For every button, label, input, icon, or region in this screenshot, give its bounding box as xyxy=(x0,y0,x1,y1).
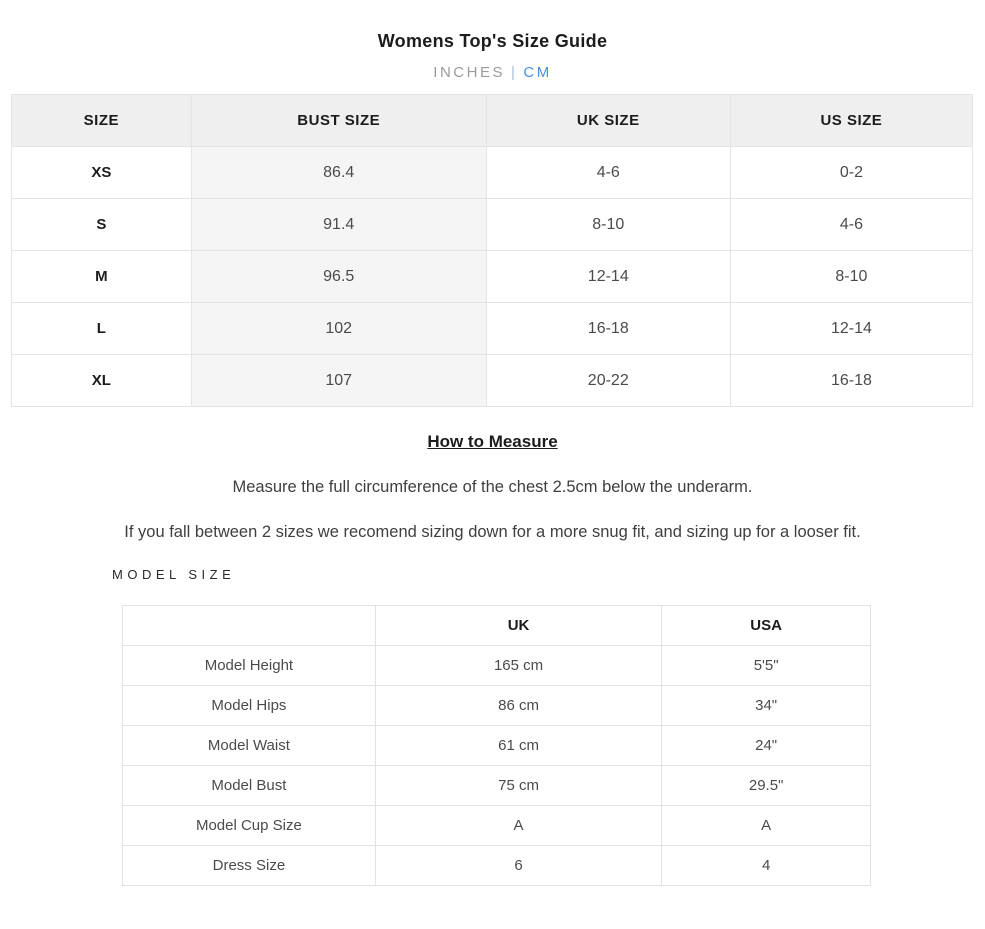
model-row-cup-size xyxy=(123,806,871,846)
uk-value-cell: 165 cm xyxy=(375,646,661,686)
size-cell: M xyxy=(12,251,192,303)
model-attribute-label: Model Height xyxy=(123,646,376,686)
cm-toggle-option[interactable]: CM xyxy=(523,64,552,81)
uk-size-cell: 4-6 xyxy=(486,147,730,199)
uk-value-cell: A xyxy=(375,806,661,846)
uk-column-header: UK xyxy=(375,606,661,646)
usa-value-cell: A xyxy=(662,806,871,846)
size-cell: S xyxy=(12,199,192,251)
uk-size-cell: 8-10 xyxy=(486,199,730,251)
model-row-dress-size xyxy=(123,846,871,886)
us-size-cell: 8-10 xyxy=(730,251,972,303)
unit-toggle xyxy=(0,64,985,81)
size-cell: XS xyxy=(12,147,192,199)
table-row-xl xyxy=(12,355,973,407)
table-row-xs xyxy=(12,147,973,199)
how-to-measure-heading: How to Measure xyxy=(427,432,558,451)
bust-size-column-header: BUST SIZE xyxy=(191,95,486,147)
size-column-header: SIZE xyxy=(12,95,192,147)
model-attribute-label: Model Bust xyxy=(123,766,376,806)
uk-size-cell: 12-14 xyxy=(486,251,730,303)
us-size-column-header: US SIZE xyxy=(730,95,972,147)
table-row-l xyxy=(12,303,973,355)
measure-instruction-text: Measure the full circumference of the chest 2.5cm below the underarm. xyxy=(232,478,753,496)
model-size-table xyxy=(122,605,871,886)
uk-value-cell: 6 xyxy=(375,846,661,886)
size-table-header-row xyxy=(12,95,973,147)
usa-value-cell: 34" xyxy=(662,686,871,726)
model-row-waist xyxy=(123,726,871,766)
bust-size-cell: 102 xyxy=(191,303,486,355)
usa-column-header: USA xyxy=(662,606,871,646)
usa-value-cell: 4 xyxy=(662,846,871,886)
bust-size-cell: 91.4 xyxy=(191,199,486,251)
toggle-separator: | xyxy=(510,64,518,81)
model-row-hips xyxy=(123,686,871,726)
uk-size-cell: 20-22 xyxy=(486,355,730,407)
uk-value-cell: 86 cm xyxy=(375,686,661,726)
page-title: Womens Top's Size Guide xyxy=(377,31,608,51)
bust-size-cell: 86.4 xyxy=(191,147,486,199)
us-size-cell: 4-6 xyxy=(730,199,972,251)
inches-toggle-option[interactable]: INCHES xyxy=(433,64,505,81)
model-row-height xyxy=(123,646,871,686)
table-row-m xyxy=(12,251,973,303)
model-attribute-label: Model Waist xyxy=(123,726,376,766)
usa-value-cell: 5'5" xyxy=(662,646,871,686)
size-cell: XL xyxy=(12,355,192,407)
bust-size-cell: 96.5 xyxy=(191,251,486,303)
model-attribute-column-header xyxy=(123,606,376,646)
uk-value-cell: 61 cm xyxy=(375,726,661,766)
us-size-cell: 16-18 xyxy=(730,355,972,407)
sizing-advice-text: If you fall between 2 sizes we recomend sizing down for a more snug fit, and sizing up for a looser fit. xyxy=(124,523,861,541)
bust-size-cell: 107 xyxy=(191,355,486,407)
table-row-s xyxy=(12,199,973,251)
usa-value-cell: 29.5" xyxy=(662,766,871,806)
size-guide-table xyxy=(11,94,973,407)
size-cell: L xyxy=(12,303,192,355)
uk-value-cell: 75 cm xyxy=(375,766,661,806)
model-size-label: MODEL SIZE xyxy=(112,567,236,582)
model-table-header-row xyxy=(123,606,871,646)
us-size-cell: 0-2 xyxy=(730,147,972,199)
us-size-cell: 12-14 xyxy=(730,303,972,355)
model-attribute-label: Model Cup Size xyxy=(123,806,376,846)
model-attribute-label: Model Hips xyxy=(123,686,376,726)
model-row-bust xyxy=(123,766,871,806)
uk-size-cell: 16-18 xyxy=(486,303,730,355)
uk-size-column-header: UK SIZE xyxy=(486,95,730,147)
usa-value-cell: 24" xyxy=(662,726,871,766)
model-attribute-label: Dress Size xyxy=(123,846,376,886)
